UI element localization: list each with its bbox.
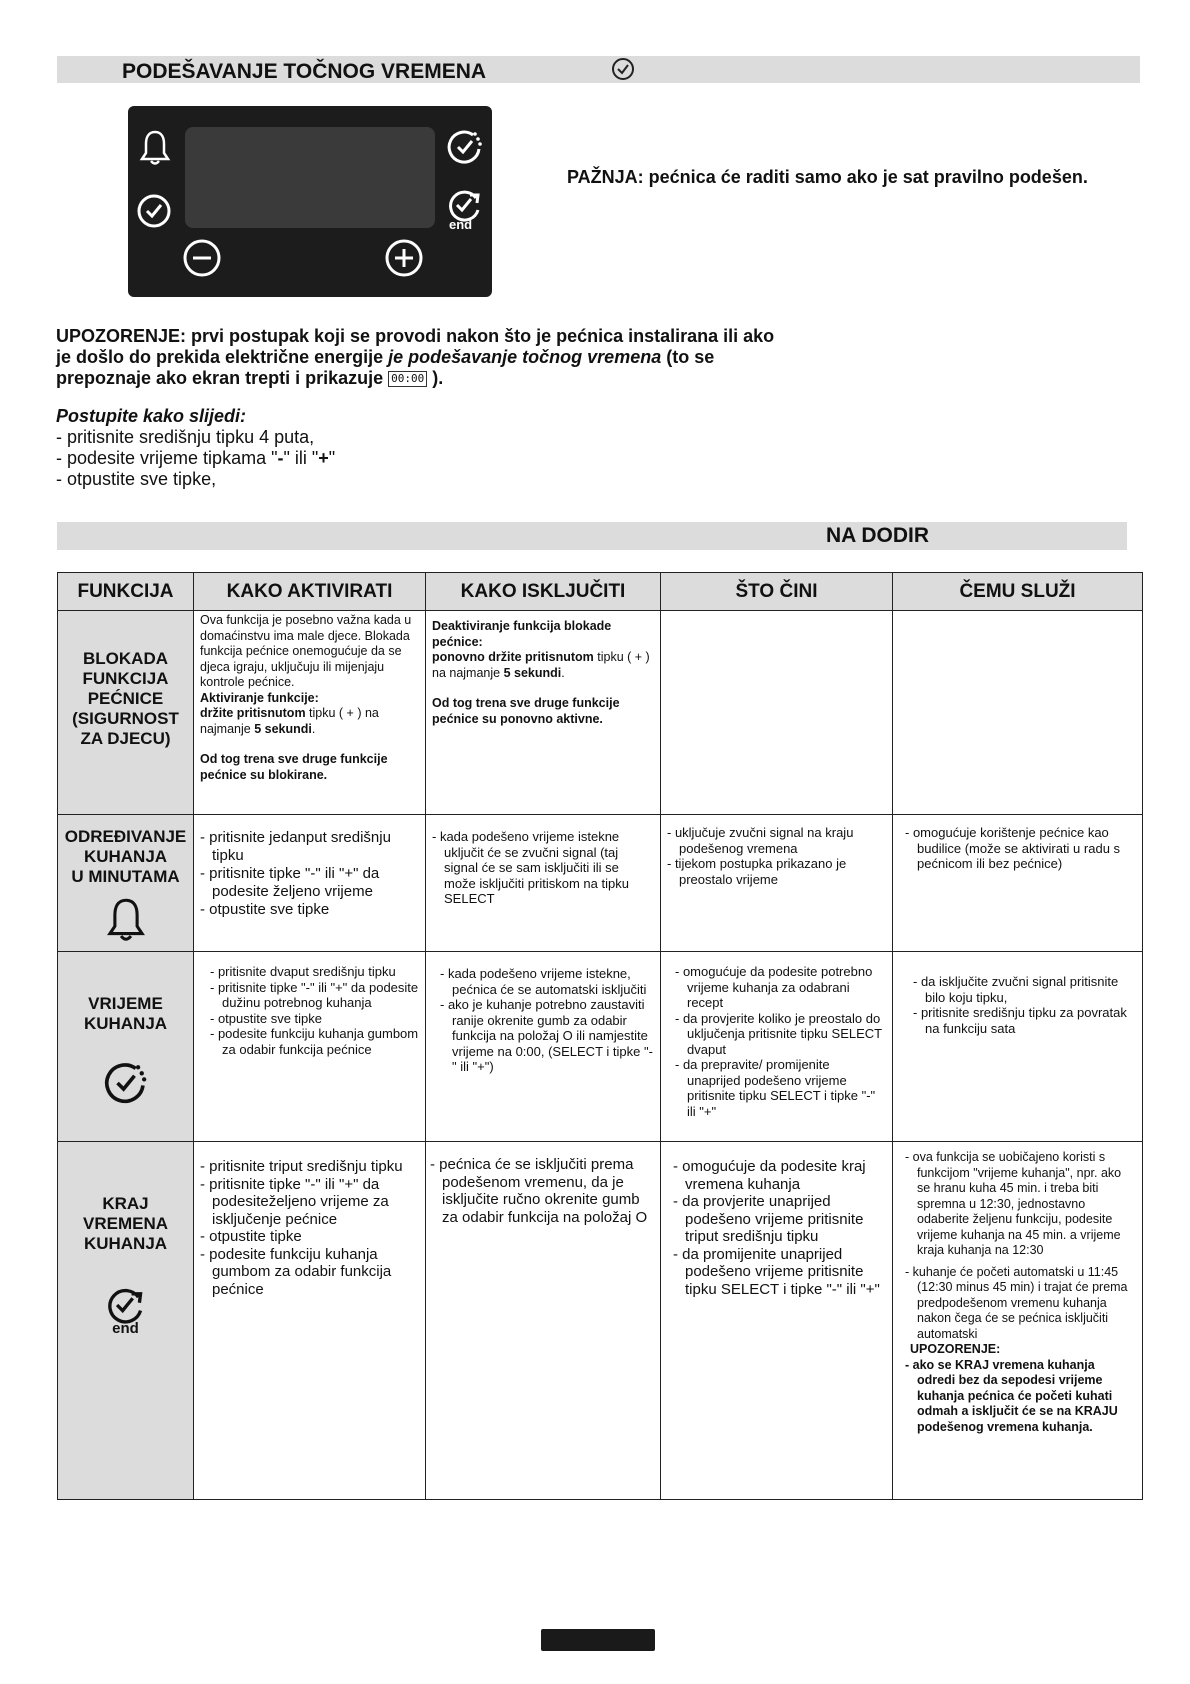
activate-cell: - pritisnite dvaput središnju tipku - pritisnite tipke "-" ili "+" da podesite dužinu potrebnog kuhanja - otpustite sve tipke - podesite funkciju kuhanja gumbom za odabir funkcija pećnice xyxy=(194,952,426,1142)
function-name: BLOKADA FUNKCIJA PEĆNICE (SIGURNOST ZA DJECU) xyxy=(58,611,194,815)
why-cell: - omogućuje korištenje pećnice kao budilice (može se aktivirati u radu s pećnicom ili bez pećnice) xyxy=(893,815,1143,952)
what-cell: - omogućuje da podesite kraj vremena kuhanja - da provjerite unaprijed podešeno vrijeme pritisnite triput središnju tipku - da promijenite unaprijed podešeno vrijeme pritisnite tipku SELECT i tipke "-" ili "+" xyxy=(661,1142,893,1500)
column-header: KAKO ISKLJUČITI xyxy=(426,573,661,611)
end-label: end xyxy=(449,217,473,232)
warning-paragraph xyxy=(56,326,786,389)
activate-cell: Ova funkcija je posebno važna kada u domaćinstvu ima male djece. Blokada funkcija pećnice onemogućuje da se djeca igraju, uključuju ili mijenjaju kontrole pećnice. Aktiviranje funkcije: držite pritisnutom tipku ( + ) na najmanje 5 sekundi. Od tog trena sve druge funkcije pećnice su blokirane. xyxy=(194,611,426,815)
end-time-icon[interactable] xyxy=(446,188,484,238)
display-readout: 00:00 xyxy=(388,371,427,387)
cooking-time-icon xyxy=(103,1060,149,1106)
control-panel xyxy=(128,106,492,297)
deactivate-cell: - kada podešeno vrijeme istekne, pećnica će se automatski isključiti - ako je kuhanje potrebno zaustaviti ranije okrenite gumb za odabir funkcija na položaj O ili namjestite vrijeme na 0:00, (SELECT i tipke "-" ili "+") xyxy=(426,952,661,1142)
table-header-row xyxy=(58,573,1143,611)
warning-part1: UPOZORENJE: prvi postupak koji se provodi nakon što je pećnica instalirana ili ako je došlo do prekida električne energije xyxy=(56,326,775,367)
section-title: PODEŠAVANJE TOČNOG VREMENA xyxy=(122,60,487,83)
table-row xyxy=(58,952,1143,1142)
step-2: - podesite vrijeme tipkama "-" ili "+" xyxy=(56,448,336,468)
column-header: ŠTO ČINI xyxy=(661,573,893,611)
activate-cell: - pritisnite triput središnju tipku - pritisnite tipke "-" ili "+" da podesiteželjeno vrijeme za isključenje pećnice - otpustite tipke - podesite funkciju kuhanja gumbom za odabir funkcija pećnice xyxy=(194,1142,426,1500)
why-cell: - da isključite zvučni signal pritisnite bilo koju tipku, - pritisnite središnju tipku za povratak na funkciju sata xyxy=(893,952,1143,1142)
table-row xyxy=(58,611,1143,815)
clock-check-icon[interactable] xyxy=(135,192,173,230)
end-time-icon xyxy=(104,1286,148,1336)
function-table xyxy=(57,572,1143,1500)
what-cell xyxy=(661,611,893,815)
step-3: - otpustite sve tipke, xyxy=(56,469,217,489)
cooking-time-icon[interactable] xyxy=(446,128,484,166)
warning-part3: (to se prepoznaje ako ekran trepti i prikazuje xyxy=(56,347,715,388)
warning-part4: ). xyxy=(427,368,444,388)
minus-icon[interactable] xyxy=(182,238,222,278)
warning-emphasis: je podešavanje točnog vremena xyxy=(388,347,662,367)
bell-icon xyxy=(105,895,147,945)
table-row xyxy=(58,815,1143,952)
page-number-bar xyxy=(541,1629,655,1651)
steps-title: Postupite kako slijedi: xyxy=(56,406,247,426)
clock-check-icon xyxy=(611,57,635,81)
function-name: ODREĐIVANJE KUHANJA U MINUTAMA xyxy=(58,815,194,952)
section-header-bar xyxy=(57,522,1127,550)
step-1: - pritisnite središnju tipku 4 puta, xyxy=(56,427,315,447)
column-header: KAKO AKTIVIRATI xyxy=(194,573,426,611)
function-name: KRAJ VREMENA KUHANJA end xyxy=(58,1142,194,1500)
column-header: ČEMU SLUŽI xyxy=(893,573,1143,611)
deactivate-cell: - pećnica će se isključiti prema podešenom vremenu, da je isključite ručno okrenite gumb za odabir funkcija na položaj O xyxy=(426,1142,661,1500)
notice-text: PAŽNJA: pećnica će raditi samo ako je sat pravilno podešen. xyxy=(567,167,1088,187)
function-name: VRIJEME KUHANJA xyxy=(58,952,194,1142)
section-title: NA DODIR xyxy=(826,524,930,547)
deactivate-cell: Deaktiviranje funkcija blokade pećnice: ponovno držite pritisnutom tipku ( + ) na najmanje 5 sekundi. Od tog trena sve druge funkcije pećnice su ponovno aktivne. xyxy=(426,611,661,815)
end-label: end xyxy=(112,1320,139,1337)
steps-list xyxy=(56,406,335,490)
what-cell: - omogućuje da podesite potrebno vrijeme kuhanja za odabrani recept - da provjerite koliko je preostalo do uključenja pritisnite tipku SELECT dvaput - da prepravite/ promijenite unaprijed podešeno vrijeme pritisnite tipku SELECT i tipke "-" ili "+" xyxy=(661,952,893,1142)
end-time-glyph xyxy=(104,1286,148,1324)
why-cell xyxy=(893,611,1143,815)
deactivate-cell: - kada podešeno vrijeme istekne uključit će se zvučni signal (taj signal će se sam isključiti ili se može isključiti pritiskom na tipku SELECT xyxy=(426,815,661,952)
what-cell: - uključuje zvučni signal na kraju podešenog vremena - tijekom postupka prikazano je preostalo vrijeme xyxy=(661,815,893,952)
column-header: FUNKCIJA xyxy=(58,573,194,611)
plus-icon[interactable] xyxy=(384,238,424,278)
bell-icon[interactable] xyxy=(138,128,172,168)
why-cell: - ova funkcija se uobičajeno koristi s funkcijom "vrijeme kuhanja", npr. ako se hranu kuha 45 min. i treba biti spremna u 12:30, jednostavno odaberite željenu funkciju, podesite vrijeme kuhanja na 45 min. a vrijeme kraja kuhanja na 12:30 - kuhanje će početi automatski u 11:45 (12:30 minus 45 min) i trajat će prema predpodešenom vremenu kuhanja nakon čega će se pećnica isključiti automatski UPOZORENJE: - ako se KRAJ vremena kuhanja odredi bez da sepodesi vrijeme kuhanja pećnica će početi kuhati odmah a isključit će se na KRAJU podešenog vremena kuhanja. xyxy=(893,1142,1143,1500)
table-row xyxy=(58,1142,1143,1500)
activate-cell: - pritisnite jedanput središnju tipku - pritisnite tipke "-" ili "+" da podesite željeno vrijeme - otpustite sve tipke xyxy=(194,815,426,952)
display-screen xyxy=(185,127,435,228)
